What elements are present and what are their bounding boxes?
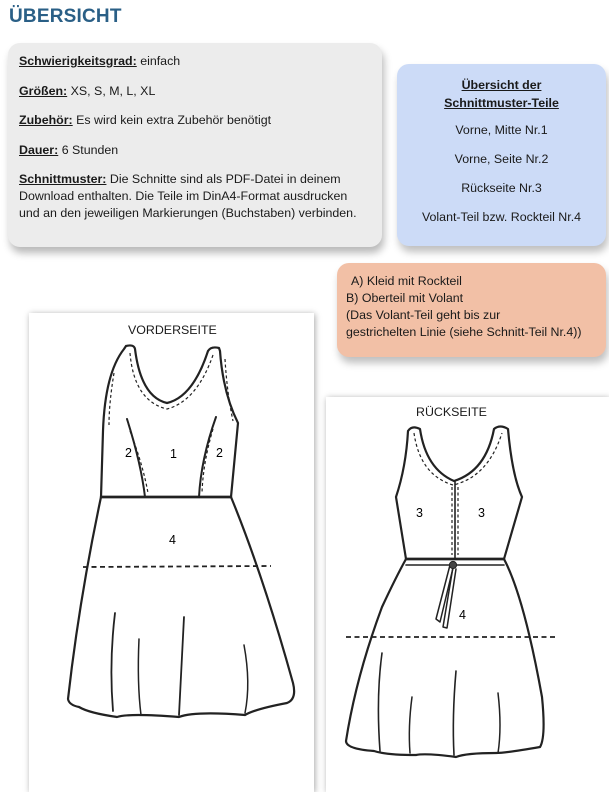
front-bodice-outline bbox=[101, 345, 238, 497]
info-box bbox=[8, 43, 382, 247]
front-princess-seam-right bbox=[199, 417, 216, 497]
back-view-panel bbox=[326, 397, 609, 792]
difficulty-row bbox=[19, 53, 375, 70]
back-skirt-outline bbox=[346, 559, 544, 757]
note-line-4: gestrichelten Linie (siehe Schnitt-Teil Nr.4)) bbox=[346, 325, 582, 339]
variant-note-box bbox=[337, 263, 606, 357]
pattern-parts-heading bbox=[397, 76, 606, 112]
accessories-value: Es wird kein extra Zubehör benötigt bbox=[76, 113, 272, 127]
pattern-parts-box bbox=[397, 64, 606, 246]
front-view-caption: VORDERSEITE bbox=[128, 323, 217, 337]
note-line-3: (Das Volant-Teil geht bis zur bbox=[346, 308, 501, 322]
pattern-text-3: und an den jeweiligen Markierungen (Buchstaben) verbinden. bbox=[19, 206, 357, 220]
front-view-panel bbox=[29, 313, 314, 792]
pattern-parts-heading-line1: Übersicht der bbox=[461, 78, 542, 92]
pattern-text-1: Die Schnitte sind als PDF-Datei in deinem bbox=[109, 172, 341, 186]
difficulty-label: Schwierigkeitsgrad: bbox=[19, 54, 137, 68]
front-label-side-right: 2 bbox=[216, 446, 223, 460]
sizes-label: Größen: bbox=[19, 84, 68, 98]
sizes-value: XS, S, M, L, XL bbox=[70, 84, 156, 98]
part-item-3: Rückseite Nr.3 bbox=[461, 181, 542, 195]
pattern-label: Schnittmuster: bbox=[19, 172, 107, 186]
front-label-side-left: 2 bbox=[125, 446, 132, 460]
back-bodice-outline bbox=[396, 427, 522, 560]
accessories-row bbox=[19, 112, 375, 129]
part-item-4: Volant-Teil bzw. Rockteil Nr.4 bbox=[421, 210, 582, 224]
front-volant-line bbox=[83, 566, 271, 567]
duration-row bbox=[19, 142, 375, 159]
duration-label: Dauer: bbox=[19, 143, 59, 157]
part-item-2: Vorne, Seite Nr.2 bbox=[454, 152, 549, 166]
note-line-2: B) Oberteil mit Volant bbox=[346, 291, 464, 305]
difficulty-value: einfach bbox=[140, 54, 181, 68]
pattern-row bbox=[19, 171, 375, 222]
back-label-right: 3 bbox=[478, 506, 485, 520]
back-label-skirt: 4 bbox=[459, 608, 466, 622]
accessories-label: Zubehör: bbox=[19, 113, 73, 127]
back-view-caption: RÜCKSEITE bbox=[416, 405, 487, 419]
duration-value: 6 Stunden bbox=[61, 143, 119, 157]
page-title: ÜBERSICHT bbox=[9, 6, 122, 27]
pattern-text-2: Download enthalten. Die Teile im DinA4-Format ausdrucken bbox=[19, 189, 348, 203]
back-dress-drawing bbox=[326, 397, 609, 792]
pattern-parts-heading-line2: Schnittmuster-Teile bbox=[444, 96, 559, 110]
front-label-skirt: 4 bbox=[169, 533, 176, 547]
part-item-1: Vorne, Mitte Nr.1 bbox=[455, 123, 548, 137]
note-line-1: A) Kleid mit Rockteil bbox=[351, 274, 462, 288]
back-label-left: 3 bbox=[416, 506, 423, 520]
front-label-center: 1 bbox=[170, 447, 177, 461]
sizes-row bbox=[19, 83, 375, 100]
front-dress-drawing bbox=[29, 313, 314, 792]
